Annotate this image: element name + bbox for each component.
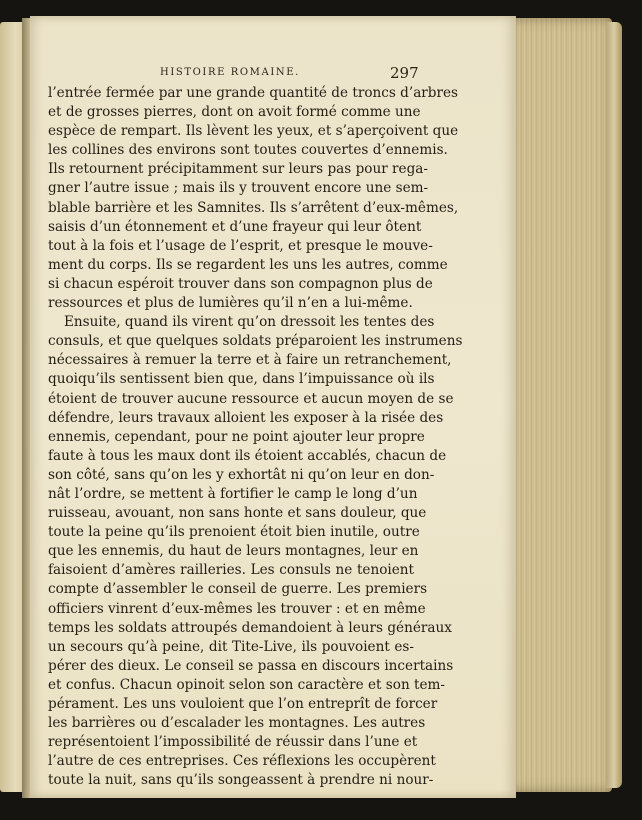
text-line: que les ennemis, du haut de leurs montagnes, leur en (48, 543, 419, 560)
text-line: et confus. Chacun opinoit selon son caractère et son tem- (48, 676, 446, 693)
text-line: les collines des environs sont toutes couvertes d’ennemis. (48, 142, 448, 159)
text-line: représentoient l’impossibilité de réussir dans l’une et (48, 734, 418, 751)
text-line: consuls, et que quelques soldats préparoient les instrumens (48, 333, 463, 350)
page-number: 297 (390, 64, 419, 82)
text-line: ment du corps. Ils se regardent les uns les autres, comme (48, 256, 448, 273)
cover-edge (606, 22, 622, 788)
running-head (160, 64, 490, 80)
text-line: Ensuite, quand ils virent qu’on dressoit les tentes des (64, 314, 435, 331)
text-line: si chacun espéroit trouver dans son compagnon plus de (48, 275, 433, 292)
running-head-title: HISTOIRE ROMAINE. (160, 67, 300, 78)
text-line: les barrières ou d’escalader les montagnes. Les autres (48, 715, 426, 732)
text-line: compte d’assembler le conseil de guerre. Les premiers (48, 581, 428, 598)
text-line: officiers vinrent d’eux-mêmes les trouver : et en même (48, 600, 426, 617)
text-line: saisis d’un étonnement et d’une frayeur qui leur ôtent (48, 218, 422, 235)
text-line: l’entrée fermée par une grande quantité de troncs d’arbres (48, 85, 459, 101)
text-line: ennemis, cependant, pour ne point ajouter leur propre (48, 428, 425, 445)
text-line: espèce de rempart. Ils lèvent les yeux, et s’aperçoivent que (48, 123, 459, 140)
text-line: son côté, sans qu’on les y exhortât ni qu’on leur en don- (48, 466, 435, 483)
text-line: tout à la fois et l’usage de l’esprit, et presque le mouve- (48, 237, 433, 254)
text-line: pérament. Les uns vouloient que l’on entreprît de forcer (48, 696, 438, 712)
text-line: un secours qu’à peine, dit Tite-Live, ils pouvoient es- (48, 638, 414, 655)
text-line: Ils retournent précipitamment sur leurs pas pour rega- (48, 161, 428, 178)
text-line: l’autre de ces entreprises. Ces réflexions les occupèrent (48, 753, 436, 770)
text-line: défendre, leurs travaux alloient les exposer à la risée des (48, 409, 444, 426)
text-line: étoient de trouver aucune ressource et aucun moyen de se (48, 390, 454, 407)
text-line: nât l’ordre, se mettent à fortifier le camp le long d’un (48, 485, 418, 502)
text-line: gner l’autre issue ; mais ils y trouvent encore une sem- (48, 180, 429, 197)
text-line: et de grosses pierres, dont on avoit formé comme une (48, 104, 421, 121)
text-line: temps les soldats attroupés demandoient à leurs généraux (48, 619, 452, 636)
text-line: quoiqu’ils sentissent bien que, dans l’impuissance où ils (48, 371, 435, 388)
text-line: ruisseau, avouant, non sans honte et sans douleur, que (48, 505, 427, 522)
text-line: ressources et plus de lumières qu’il n’en a lui-même. (48, 295, 413, 312)
body-text (48, 84, 463, 790)
text-line: faisoient d’amères railleries. Les consuls ne tenoient (48, 562, 414, 579)
text-line: blable barrière et les Samnites. Ils s’arrêtent d’eux-mêmes, (48, 199, 459, 216)
text-line: nécessaires à remuer la terre et à faire un retranchement, (48, 352, 452, 369)
text-line: pérer des dieux. Le conseil se passa en discours incertains (48, 657, 454, 674)
text-line: toute la peine qu’ils prenoient étoit bien inutile, outre (48, 524, 420, 541)
page-block-edges (508, 18, 612, 792)
text-line: faute à tous les maux dont ils étoient accablés, chacun de (48, 447, 447, 464)
text-line: toute la nuit, sans qu’ils songeassent à prendre ni nour- (48, 772, 434, 789)
